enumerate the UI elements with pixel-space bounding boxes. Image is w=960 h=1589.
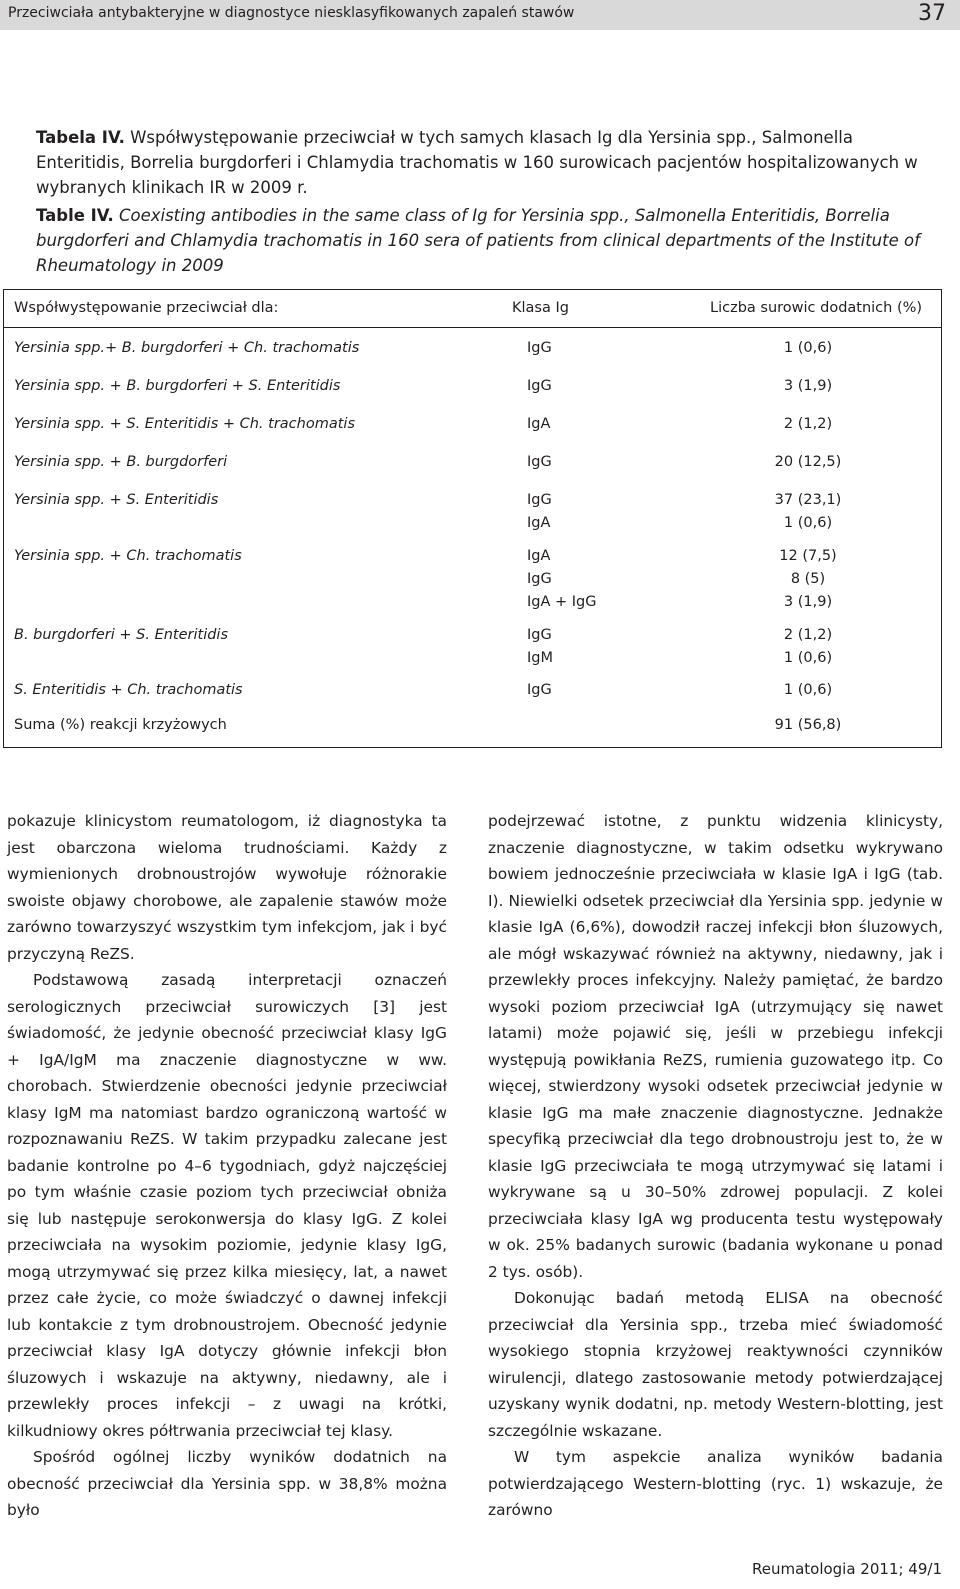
coexisting-cell: B. burgdorferi + S. Enteritidis	[14, 627, 229, 643]
count-cell: 1 (0,6)	[783, 650, 833, 666]
sum-label: Suma (%) reakcji krzyżowych	[14, 717, 227, 733]
coexisting-antibodies-table	[3, 289, 942, 748]
count-cell: 37 (23,1)	[774, 492, 842, 508]
count-cell: 12 (7,5)	[779, 548, 837, 564]
ig-class-cell: IgG	[527, 378, 552, 394]
caption-label: Table IV.	[36, 206, 114, 225]
ig-class-cell: IgG	[527, 454, 552, 470]
ig-class-cell: IgA	[527, 515, 551, 531]
body-paragraph: Spośród ogólnej liczby wyników dodatnich na obecność przeciwciał dla Yersinia spp. w 38,8% można było	[7, 1448, 447, 1519]
sum-value: 91 (56,8)	[774, 717, 842, 733]
body-paragraph: pokazuje klinicystom reumatologom, iż diagnostyka ta jest obarczona wieloma trudnościami. Każdy z wymienionych drobnoustrojów wywołuje różnorakie swoiste objawy chorobowe, ale zapalenie stawów może zarówno towarzyszyć wszystkim tym infekcjom, jak i być przyczyną ReZS.	[7, 812, 447, 963]
coexisting-cell: S. Enteritidis + Ch. trachomatis	[14, 682, 243, 698]
ig-class-cell: IgG	[527, 627, 552, 643]
column-header-positive-count: Liczba surowic dodatnich (%)	[710, 300, 923, 316]
coexisting-cell: Yersinia spp.+ B. burgdorferi + Ch. trachomatis	[14, 340, 360, 356]
table-header-row	[4, 290, 941, 328]
body-column-right	[488, 808, 943, 1524]
table-caption-polish	[36, 125, 936, 200]
ig-class-cell: IgA + IgG	[527, 594, 597, 610]
ig-class-cell: IgG	[527, 340, 552, 356]
column-header-ig-class: Klasa Ig	[512, 300, 569, 316]
coexisting-cell: Yersinia spp. + B. burgdorferi + S. Enteritidis	[14, 378, 341, 394]
caption-text: Współwystępowanie przeciwciał w tych samych klasach Ig dla Yersinia spp., Salmonella Enteritidis, Borrelia burgdorferi i Chlamydia trachomatis w 160 surowicach pacjentów hospitalizowanych w wybranych klinikach IR w 2009 r.	[36, 128, 918, 197]
page-number: 37	[918, 1, 946, 26]
ig-class-cell: IgG	[527, 682, 552, 698]
ig-class-cell: IgA	[527, 548, 551, 564]
caption-text: Coexisting antibodies in the same class of Ig for Yersinia spp., Salmonella Enteritidis, Borrelia burgdorferi and Chlamydia trachomatis in 160 sera of patients from clinical departments of the Institute of Rheumatology in 2009	[36, 206, 920, 275]
ig-class-cell: IgM	[527, 650, 553, 666]
body-paragraph: podejrzewać istotne, z punktu widzenia klinicysty, znaczenie diagnostyczne, w takim odsetku wykrywano bowiem jednocześnie przeciwciała w klasie IgA i IgG (tab. I). Niewielki odsetek przeciwciał dla Yersinia spp. jedynie w klasie IgA (6,6%), dowodził raczej infekcji błon śluzowych, ale mógł wskazywać również na aktywny, niedawny, jak i przewlekły proces infekcyjny. Należy pamiętać, że bardzo wysoki poziom przeciwciał IgA (utrzymujący się nawet latami) może pojawić się, jeśli w przebiegu infekcji występują powikłania ReZS, rumienia guzowatego itp. Co więcej, stwierdzony wysoki odsetek przeciwciał jedynie w klasie IgG ma małe znaczenie diagnostyczne. Jednakże specyfiką przeciwciał dla tego drobnoustroju jest to, że w klasie IgG przeciwciała te mogą utrzymywać się latami i wykrywane są u 30–50% zdrowej populacji. Z kolei przeciwciała klasy IgA wg producenta testu występowały w ok. 25% badanych surowic (badania wykonane u ponad 2 tys. osób).	[488, 812, 943, 1281]
count-cell: 2 (1,2)	[783, 416, 833, 432]
body-paragraph: Podstawową zasadą interpretacji oznaczeń serologicznych przeciwciał surowiczych [3] jest świadomość, że jedynie obecność przeciwciał klasy IgG + IgA/IgM ma znaczenie diagnostyczne w ww. chorobach. Stwierdzenie obecności jedynie przeciwciał klasy IgM ma natomiast bardzo ograniczoną wartość w rozpoznawaniu ReZS. W takim przypadku zalecane jest badanie kontrolne po 4–6 tygodniach, gdyż najczęściej po tym właśnie czasie poziom tych przeciwciał obniża się lub następuje serokonwersja do klasy IgG. Z kolei przeciwciała na wysokim poziomie, jedynie klasy IgG, mogą utrzymywać się przez kilka miesięcy, lat, a nawet przez całe życie, co może świadczyć o dawnej infekcji lub kontakcie z tym drobnoustrojem. Obecność jedynie przeciwciał klasy IgA dotyczy głównie infekcji błon śluzowych i wskazuje na aktywny, niedawny, ale i przewlekły proces infekcji – z uwagi na krótki, kilkudniowy okres półtrwania przeciwciał tej klasy.	[7, 971, 447, 1440]
running-title: Przeciwciała antybakteryjne w diagnostyce niesklasyfikowanych zapaleń stawów	[8, 5, 575, 21]
caption-label: Tabela IV.	[36, 128, 125, 147]
coexisting-cell: Yersinia spp. + S. Enteritidis + Ch. trachomatis	[14, 416, 355, 432]
coexisting-cell: Yersinia spp. + S. Enteritidis	[14, 492, 219, 508]
ig-class-cell: IgG	[527, 571, 552, 587]
table-caption-english	[36, 203, 936, 278]
count-cell: 3 (1,9)	[783, 378, 833, 394]
count-cell: 2 (1,2)	[783, 627, 833, 643]
count-cell: 1 (0,6)	[783, 682, 833, 698]
ig-class-cell: IgA	[527, 416, 551, 432]
running-header	[0, 0, 960, 30]
count-cell: 1 (0,6)	[783, 515, 833, 531]
count-cell: 8 (5)	[790, 571, 826, 587]
body-column-left	[7, 808, 447, 1524]
body-paragraph: W tym aspekcie analiza wyników badania potwierdzającego Western-blotting (ryc. 1) wskazuje, że zarówno	[488, 1448, 943, 1519]
column-header-coexisting: Współwystępowanie przeciwciał dla:	[14, 300, 279, 316]
journal-footer: Reumatologia 2011; 49/1	[751, 1560, 942, 1578]
count-cell: 3 (1,9)	[783, 594, 833, 610]
count-cell: 20 (12,5)	[774, 454, 842, 470]
ig-class-cell: IgG	[527, 492, 552, 508]
body-paragraph: Dokonując badań metodą ELISA na obecność przeciwciał dla Yersinia spp., trzeba mieć świadomość wysokiego stopnia krzyżowej reaktywności czynników wirulencji, dlatego zastosowanie metody potwierdzającej uzyskany wynik dodatni, np. metody Western-blotting, jest szczególnie wskazane.	[488, 1289, 943, 1440]
count-cell: 1 (0,6)	[783, 340, 833, 356]
coexisting-cell: Yersinia spp. + B. burgdorferi	[14, 454, 228, 470]
coexisting-cell: Yersinia spp. + Ch. trachomatis	[14, 548, 242, 564]
